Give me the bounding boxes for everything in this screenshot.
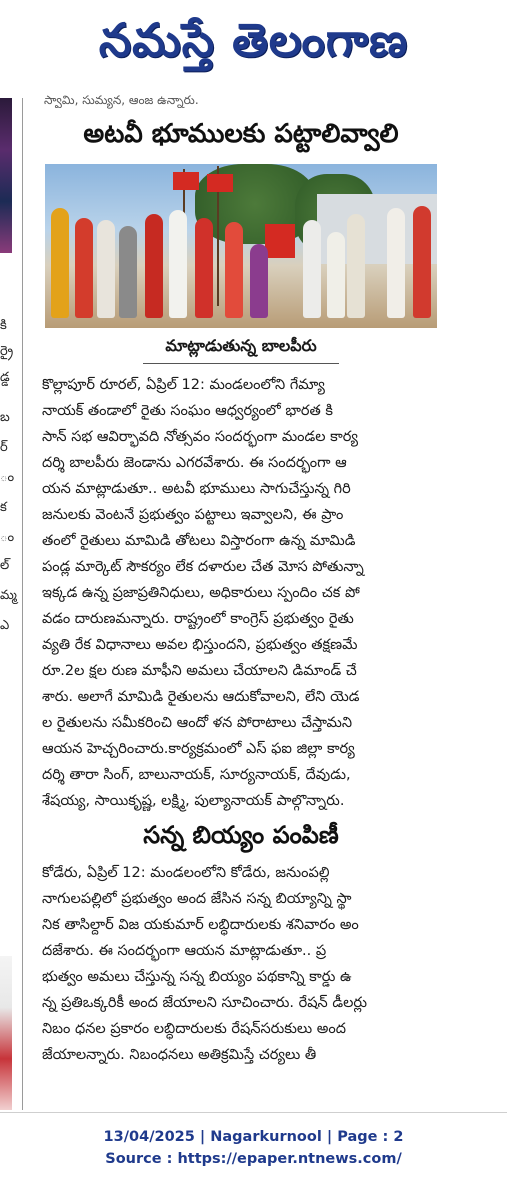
body-line: నిబం ధనల ప్రకారం లబ్ధిదారులకు రేషన్‌సరుకులు అంద	[42, 1021, 346, 1037]
body-line: నాయక్ తండాలో రైతు సంఘం ఆధ్వర్యంలో భారత కి	[42, 403, 333, 419]
body-line: వ్యతి రేక విధానాలు అవల భిస్తుందని, ప్రభుత్వం తక్షణమే	[42, 637, 358, 653]
body-line: భుత్వం అమలు చేస్తున్న సన్న బియ్యం పథకాన్ని కార్డు ఉ	[42, 969, 352, 985]
person	[97, 220, 115, 318]
person	[51, 208, 69, 318]
text-fragment: ం	[0, 530, 15, 545]
text-fragment: ర్రై	[0, 344, 14, 359]
person	[145, 214, 163, 318]
body-line: దజేశారు. ఈ సందర్భంగా ఆయన మాట్లాడుతూ.. ప్ర	[42, 943, 327, 959]
person	[327, 232, 345, 318]
footer-divider	[0, 1112, 507, 1113]
body-line: శారు. అలాగే మామిడి రైతులను ఆదుకోవాలని, లేని యెడ	[42, 689, 360, 705]
column-divider	[22, 98, 23, 1110]
body-line: ల రైతులను సమీకరించి ఆందో ళన పోరాటాలు చేస్తామని	[42, 715, 353, 731]
article-column	[42, 94, 440, 1068]
person	[225, 222, 243, 318]
body-line: నిక తాసిల్దార్ విజ యకుమార్ లబ్ధిదారులకు శనివారం అం	[42, 917, 359, 933]
body-line: జేయాలన్నారు. నిబంధనలు అతిక్రమిస్తే చర్యలు తీ	[42, 1047, 317, 1063]
person	[75, 218, 93, 318]
body-line: యన మాట్లాడుతూ.. అటవీ భూములు సాగుచేస్తున్న గిరి	[42, 481, 351, 497]
body-line: దర్శి తారా సింగ్, బాలునాయక్, సూర్యనాయక్, దేవుడు,	[42, 767, 351, 783]
red-flag	[207, 174, 233, 192]
body-line: తంలో రైతులు మామిడి తోటలు విస్తారంగా ఉన్న మామిడి	[42, 533, 356, 549]
person	[119, 226, 137, 318]
text-fragment: బ	[0, 410, 10, 425]
body-line: దర్శి బాలపీరు జెండాను ఎగరవేశారు. ఈ సందర్భంగా ఆ	[42, 455, 347, 471]
body-line: శేషయ్య, సాయికృష్ణ, లక్ష్మి, పుల్యానాయక్ పాల్గొన్నారు.	[42, 793, 345, 809]
red-banner	[265, 224, 295, 258]
body-line: ఆయన హెచ్చరించారు.కార్యక్రమంలో ఎస్ ఫఐ జిల్లా కార్య	[42, 741, 355, 757]
text-fragment: కి	[0, 318, 7, 333]
body-line: రూ.2ల క్షల రుణ మాఫీని అమలు చేయాలని డిమాండ్ చే	[42, 663, 357, 679]
text-fragment: డ్డ	[0, 370, 10, 385]
article-body	[42, 372, 440, 814]
article-headline: అటవీ భూములకు పట్టాలివ్వాలి	[83, 119, 399, 149]
body-line: జనులకు వెంటనే ప్రభుత్వం పట్టాలు ఇవ్వాలని, ఈ ప్రాం	[42, 507, 344, 523]
person	[250, 244, 268, 318]
person	[387, 208, 405, 318]
article-photo	[45, 164, 437, 328]
text-fragment: ం	[0, 470, 15, 485]
text-fragment: మ్మ	[0, 588, 17, 603]
newspaper-title: నమస్తే తెలంగాణ	[98, 13, 409, 67]
previous-article-tail: స్వామి, సుమ్యన, ఆంజ ఉన్నారు.	[44, 93, 199, 107]
masthead	[0, 0, 507, 92]
body-line: ఇక్కడ ఉన్న ప్రజాప్రతినిధులు, అధికారులు స్పందిం చక పో	[42, 585, 360, 601]
source-link[interactable]: Source : https://epaper.ntnews.com/	[105, 1151, 402, 1167]
photo-caption: మాట్లాడుతున్న బాలపీరు	[143, 336, 339, 364]
article-body-2	[42, 860, 440, 1068]
article-headline-2: సన్న బియ్యం పంపిణీ	[143, 821, 339, 849]
text-fragment: క	[0, 500, 7, 515]
adjacent-ad-edge	[0, 956, 12, 1110]
page-footer	[0, 1126, 507, 1170]
body-line: న్న ప్రతిఒక్కరికీ అంద జేయాలని సూచించారు. రేషన్ డీలర్లు	[42, 995, 367, 1011]
person	[195, 218, 213, 318]
person	[413, 206, 431, 318]
person	[303, 220, 321, 318]
person	[347, 214, 365, 318]
adjacent-column-strip	[0, 98, 17, 1110]
body-line: సాన్ సభ ఆవిర్భావది నోత్సవం సందర్భంగా మండల కార్య	[42, 429, 358, 445]
body-line: వడం దారుణమన్నారు. రాష్ట్రంలో కాంగ్రెస్ ప్రభుత్వం రైతు	[42, 611, 354, 627]
person	[169, 210, 187, 318]
body-line: కోడేరు, ఏప్రిల్ 12: మండలంలోని కోడేరు, జనుంపల్లి	[42, 865, 330, 881]
text-fragment: ఎ	[0, 618, 10, 633]
edition-info: 13/04/2025 | Nagarkurnool | Page : 2	[103, 1129, 404, 1145]
red-flag	[173, 172, 199, 190]
adjacent-photo-edge	[0, 98, 12, 253]
text-fragment: ర్	[0, 440, 8, 455]
text-fragment: ల్	[0, 558, 10, 573]
body-line: నాగులపల్లిలో ప్రభుత్వం అంద జేసిన సన్న బియ్యాన్ని స్థా	[42, 891, 352, 907]
body-line: కొల్లాపూర్ రూరల్, ఏప్రిల్ 12: మండలంలోని గేమ్యా	[42, 377, 325, 393]
body-line: పండ్ల మార్కెట్ సౌకర్యం లేక దళారుల చేత మోస పోతున్నా	[42, 559, 364, 575]
